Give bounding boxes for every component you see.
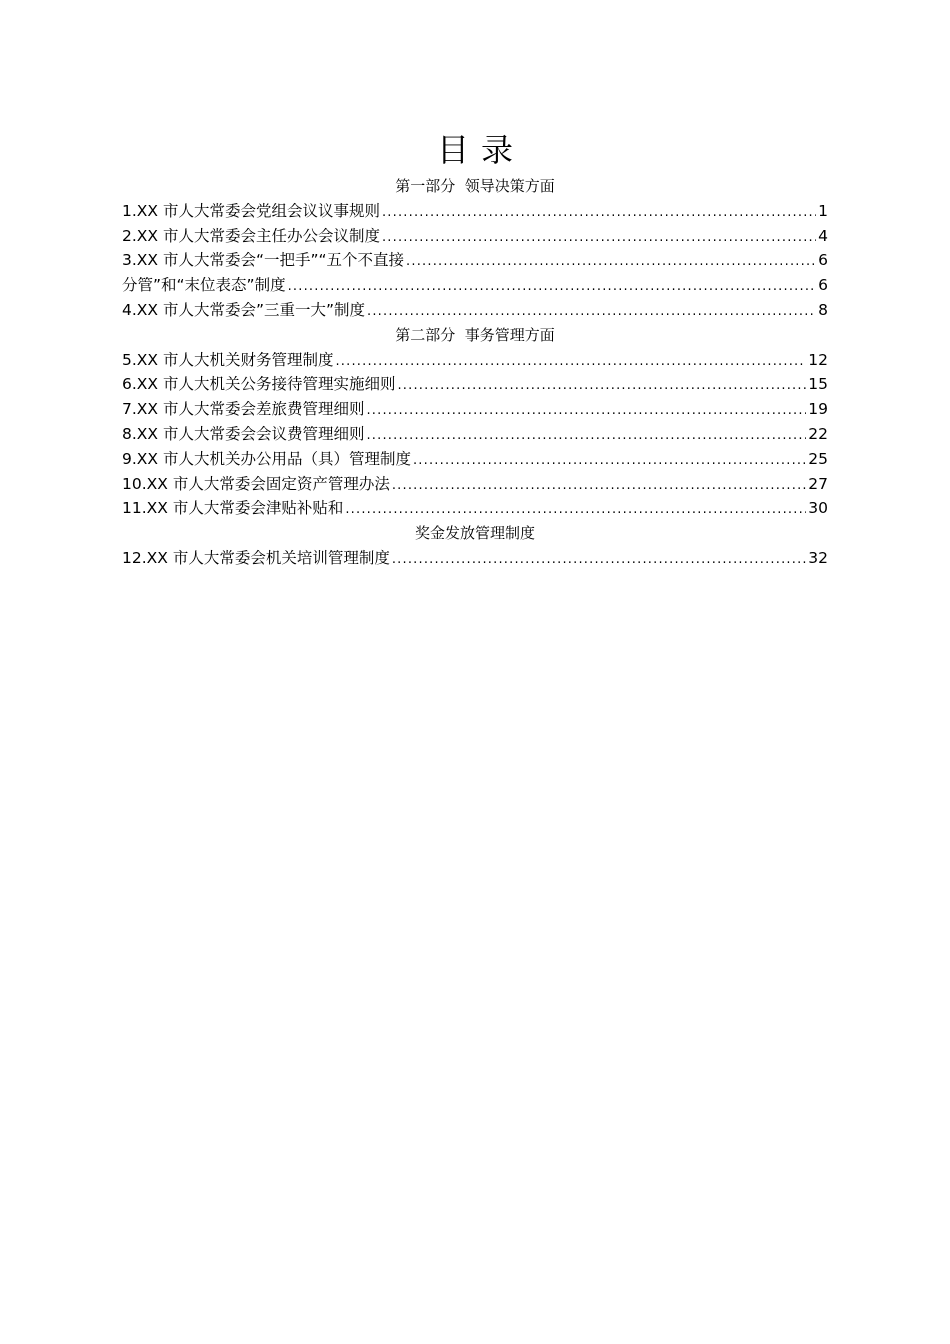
- dot-leader: [392, 546, 806, 573]
- toc-entry-title: 分管”和“末位表态”制度: [122, 276, 286, 295]
- toc-entry[interactable]: [122, 496, 828, 521]
- toc-entry-title: 2.XX 市人大常委会主任办公会议制度: [122, 226, 380, 245]
- toc-entry-page: 19: [808, 400, 828, 419]
- toc-entry-title: 10.XX 市人大常委会固定资产管理办法: [122, 474, 390, 493]
- toc-entry-page: 1: [818, 201, 828, 220]
- dot-leader: [406, 248, 816, 275]
- toc-entry-title: 7.XX 市人大常委会差旅费管理细则: [122, 400, 365, 419]
- toc-entry-title: 11.XX 市人大常委会津贴补贴和: [122, 499, 344, 518]
- section-heading-continuation: 奖金发放管理制度: [414, 524, 535, 543]
- toc-entry[interactable]: [122, 348, 828, 373]
- dot-leader: [288, 273, 817, 300]
- dot-leader: [366, 422, 806, 449]
- section-heading-part-two: 第二部分 事务管理方面: [395, 325, 555, 344]
- toc-entry-page: 8: [818, 300, 828, 319]
- toc-entry-page: 30: [808, 499, 828, 518]
- toc-entry[interactable]: [122, 397, 828, 422]
- dot-leader: [335, 348, 806, 375]
- toc-entry-page: 4: [818, 226, 828, 245]
- toc-entry-title: 9.XX 市人大机关办公用品（具）管理制度: [122, 449, 411, 468]
- toc-entry-page: 25: [808, 449, 828, 468]
- toc-entry-title: 1.XX 市人大常委会党组会议议事规则: [122, 201, 380, 220]
- toc-entry-title: 3.XX 市人大常委会“一把手”“五个不直接: [122, 251, 405, 270]
- toc-entry[interactable]: [122, 199, 828, 224]
- toc-entry-page: 22: [808, 424, 828, 443]
- toc-entry-title: 6.XX 市人大机关公务接待管理实施细则: [122, 375, 396, 394]
- toc-entry[interactable]: [122, 422, 828, 447]
- toc-entry-page: 32: [808, 548, 828, 567]
- dot-leader: [382, 224, 816, 251]
- dot-leader: [413, 447, 806, 474]
- dot-leader: [366, 397, 806, 424]
- toc-entry-title: 12.XX 市人大常委会机关培训管理制度: [122, 548, 390, 567]
- toc-entry[interactable]: [122, 372, 828, 397]
- toc-title: 目录: [436, 131, 525, 169]
- section-heading-part-one: 第一部分 领导决策方面: [395, 177, 555, 195]
- dot-leader: [382, 199, 816, 226]
- toc-entry-page: 6: [818, 276, 828, 295]
- dot-leader: [367, 298, 816, 325]
- toc-entry-page: 12: [808, 350, 828, 369]
- toc-entry[interactable]: [122, 273, 828, 298]
- toc-entry-title: 5.XX 市人大机关财务管理制度: [122, 350, 334, 369]
- toc-entry[interactable]: [122, 298, 828, 323]
- toc-entry-title: 8.XX 市人大常委会会议费管理细则: [122, 424, 365, 443]
- toc-entry-title: 4.XX 市人大常委会”三重一大”制度: [122, 300, 366, 319]
- toc-entry[interactable]: [122, 447, 828, 472]
- dot-leader: [397, 372, 806, 399]
- table-of-contents: [122, 128, 828, 571]
- toc-entry[interactable]: [122, 248, 828, 273]
- toc-entry-page: 27: [808, 474, 828, 493]
- toc-entry-page: 15: [808, 375, 828, 394]
- dot-leader: [392, 472, 806, 499]
- toc-entry[interactable]: [122, 472, 828, 497]
- toc-entry[interactable]: [122, 546, 828, 571]
- toc-entry-page: 6: [818, 251, 828, 270]
- toc-entry[interactable]: [122, 224, 828, 249]
- dot-leader: [345, 496, 806, 523]
